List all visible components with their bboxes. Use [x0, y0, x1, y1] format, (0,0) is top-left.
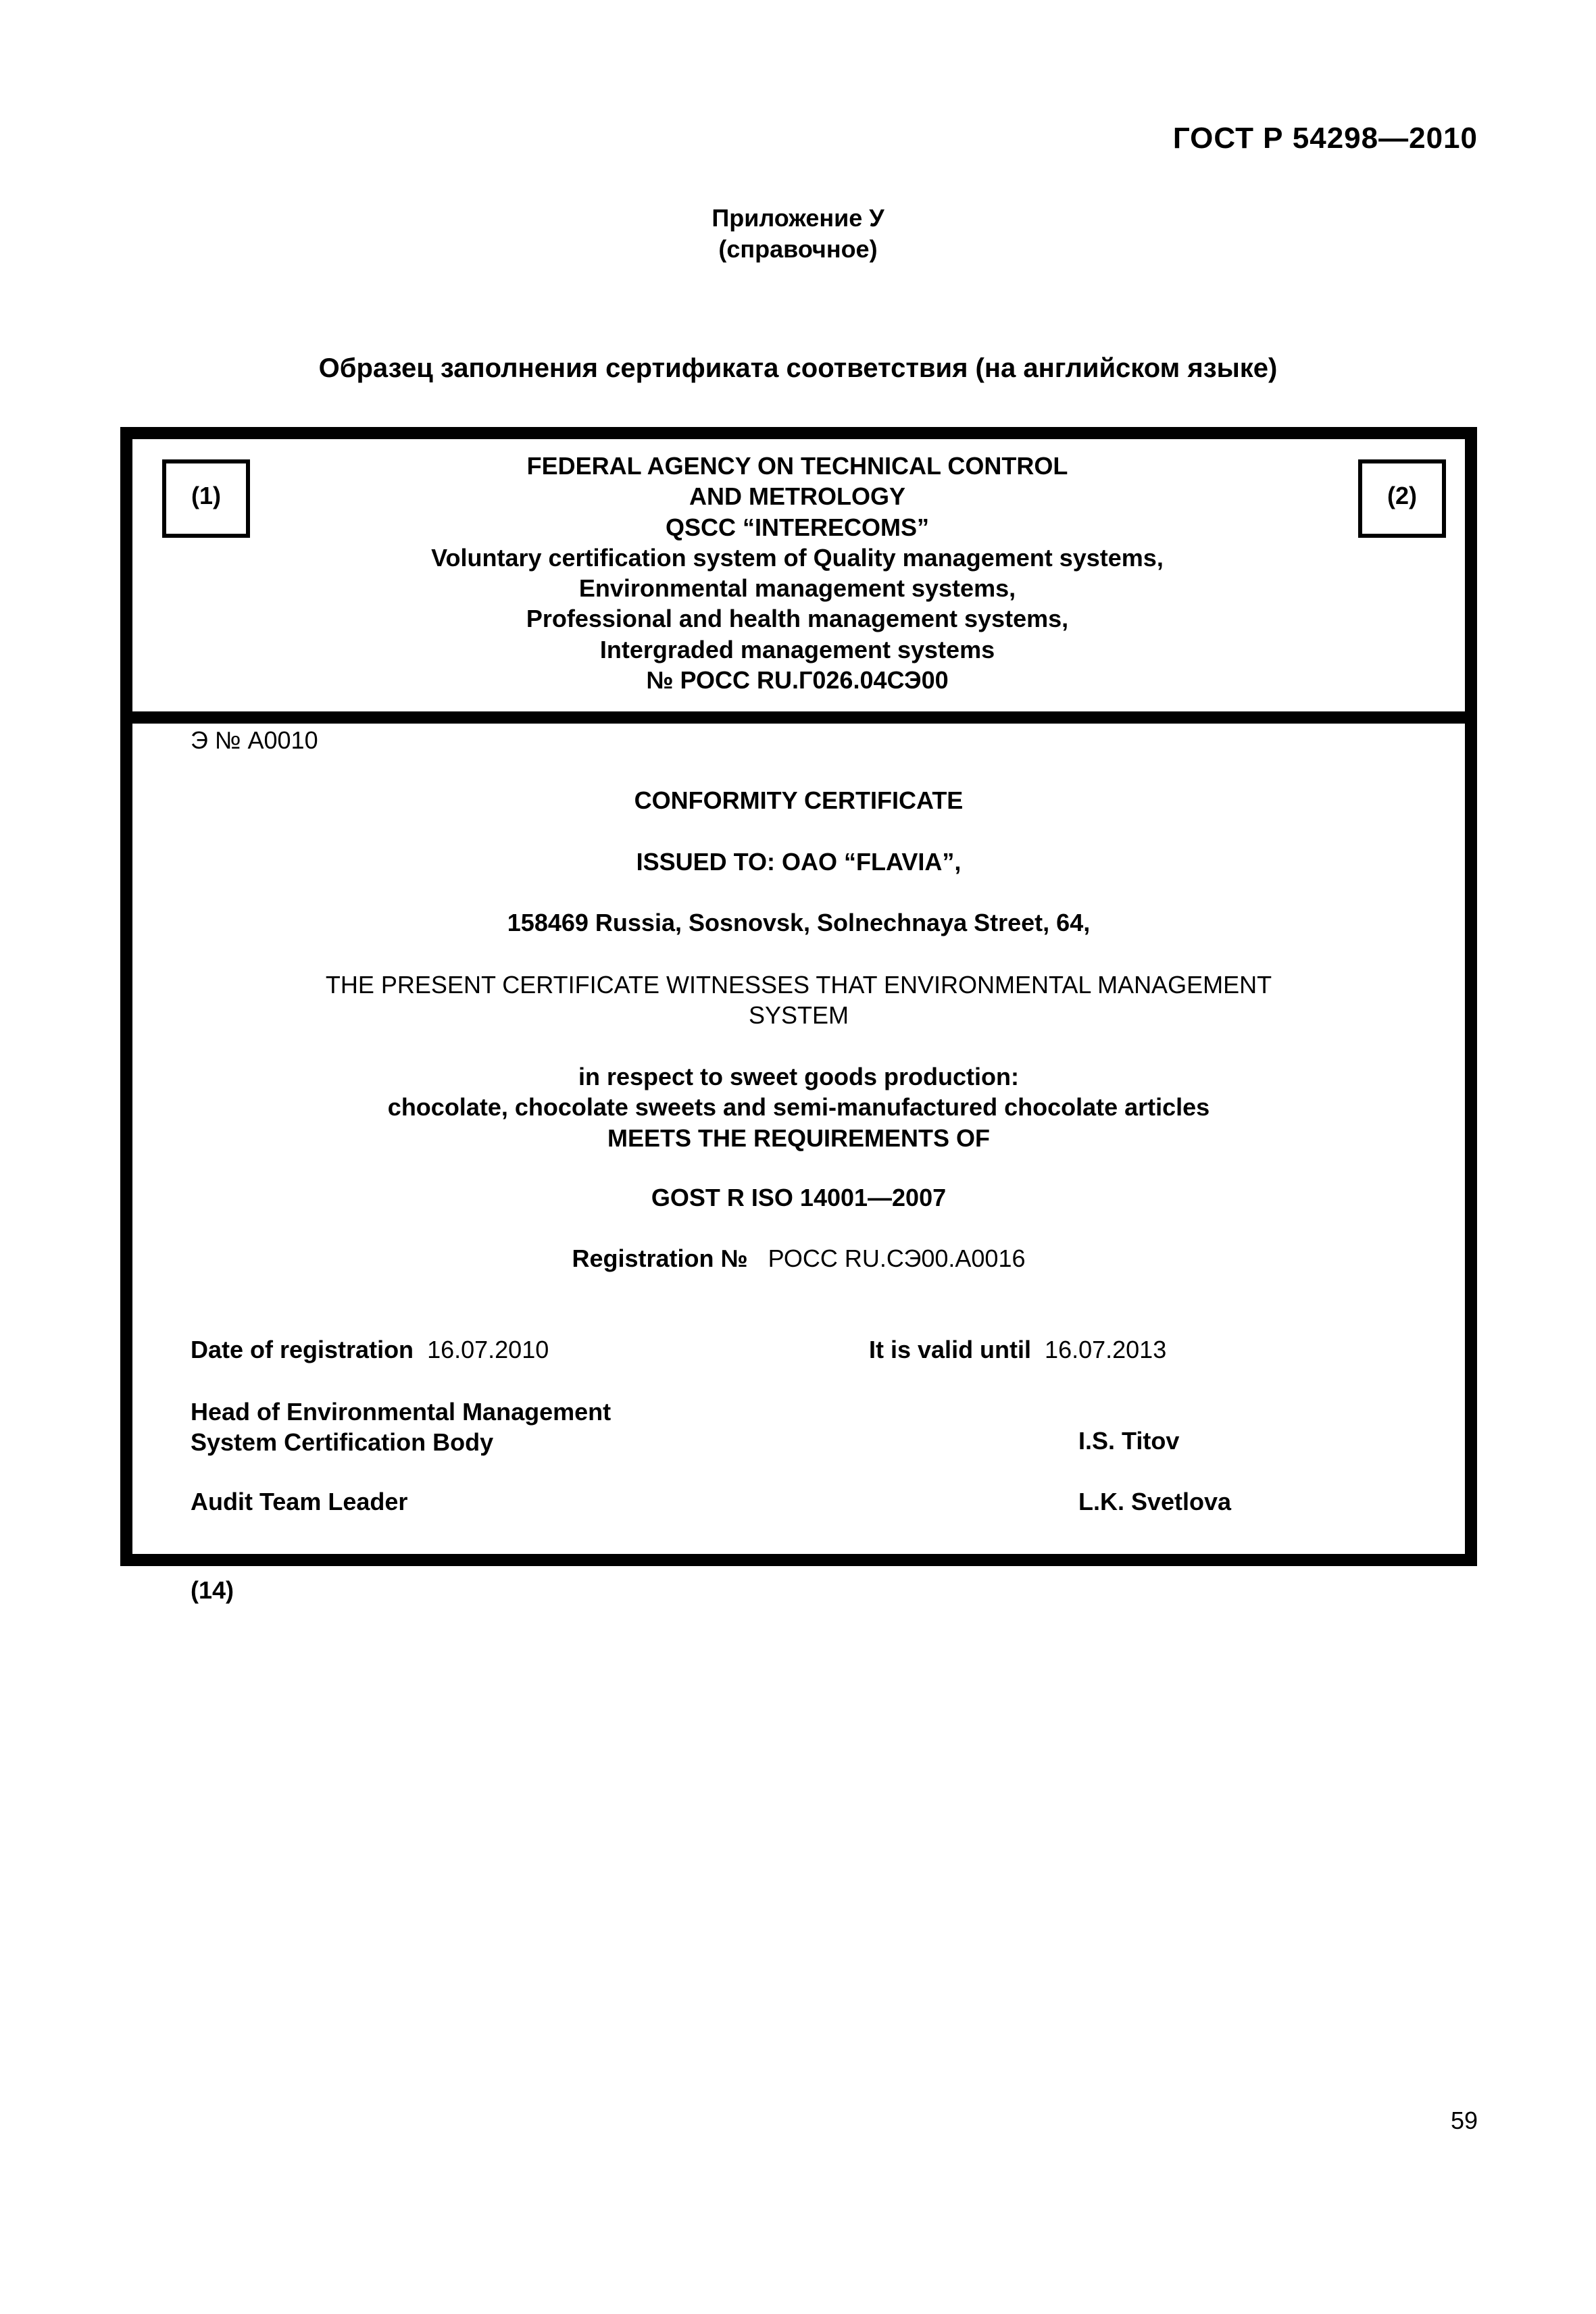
issuer-line: Voluntary certification system of Quality management systems,	[431, 543, 1164, 572]
registration-row	[135, 1244, 1462, 1273]
issuer-line: QSCC “INTERECOMS”	[665, 513, 930, 541]
appendix-title: Образец заполнения сертификата соответствия (на английском языке)	[318, 353, 1278, 383]
appendix-heading	[0, 203, 1596, 265]
date-row	[191, 1336, 549, 1364]
standard-reference: GOST R ISO 14001—2007	[651, 1184, 947, 1211]
appendix-kind: (справочное)	[718, 235, 878, 263]
document-number: ГОСТ Р 54298—2010	[1172, 122, 1478, 155]
certificate-title: CONFORMITY CERTIFICATE	[634, 786, 964, 814]
registration-label: Registration №	[572, 1244, 748, 1272]
field-box-2: (2)	[1358, 459, 1446, 538]
scope-line: chocolate, chocolate sweets and semi-manufactured chocolate articles	[387, 1093, 1210, 1122]
head-title-line: System Certification Body	[191, 1428, 494, 1457]
audit-leader-name: L.K. Svetlova	[1078, 1488, 1232, 1515]
holder-address: 158469 Russia, Sosnovsk, Solnechnaya Street, 64,	[507, 909, 1091, 936]
scope-statement	[135, 1061, 1462, 1153]
date-label: Date of registration	[191, 1336, 414, 1363]
date-value: 16.07.2010	[427, 1336, 549, 1363]
valid-row	[869, 1336, 1166, 1364]
issuer-line: Environmental management systems,	[578, 574, 1016, 603]
head-name: I.S. Titov	[1078, 1427, 1180, 1455]
issuer-line: Professional and health management systems,	[526, 605, 1069, 633]
valid-label: It is valid until	[869, 1336, 1032, 1363]
audit-leader-label: Audit Team Leader	[191, 1488, 408, 1515]
issuer-line: Intergraded management systems	[599, 635, 995, 663]
head-title-line: Head of Environmental Management	[191, 1398, 612, 1426]
certificate-issuer-block	[270, 451, 1324, 695]
issuer-line: AND METROLOGY	[689, 482, 905, 511]
certificate-divider	[120, 711, 1477, 724]
scope-line: in respect to sweet goods production:	[578, 1063, 1020, 1090]
issuer-line: FEDERAL AGENCY ON TECHNICAL CONTROL	[526, 452, 1068, 480]
head-title	[191, 1397, 611, 1458]
page-number: 59	[1450, 2107, 1478, 2134]
appendix-label: Приложение У	[712, 204, 884, 232]
field-box-1: (1)	[162, 459, 250, 538]
registration-value: РОСС RU.СЭ00.А0016	[768, 1244, 1026, 1272]
witness-statement	[135, 970, 1462, 1031]
system-registration-number: № РОСС RU.Г026.04СЭ00	[646, 666, 949, 695]
certificate-serial: Э № А0010	[191, 726, 318, 754]
witness-line: SYSTEM	[748, 1001, 849, 1030]
issued-to: ISSUED TO: OAO “FLAVIA”,	[636, 848, 962, 876]
valid-value: 16.07.2013	[1045, 1336, 1167, 1363]
witness-line: THE PRESENT CERTIFICATE WITNESSES THAT ENVIRONMENTAL MANAGEMENT	[325, 971, 1272, 999]
footnote-marker: (14)	[191, 1576, 234, 1604]
scope-line: MEETS THE REQUIREMENTS OF	[607, 1124, 991, 1152]
